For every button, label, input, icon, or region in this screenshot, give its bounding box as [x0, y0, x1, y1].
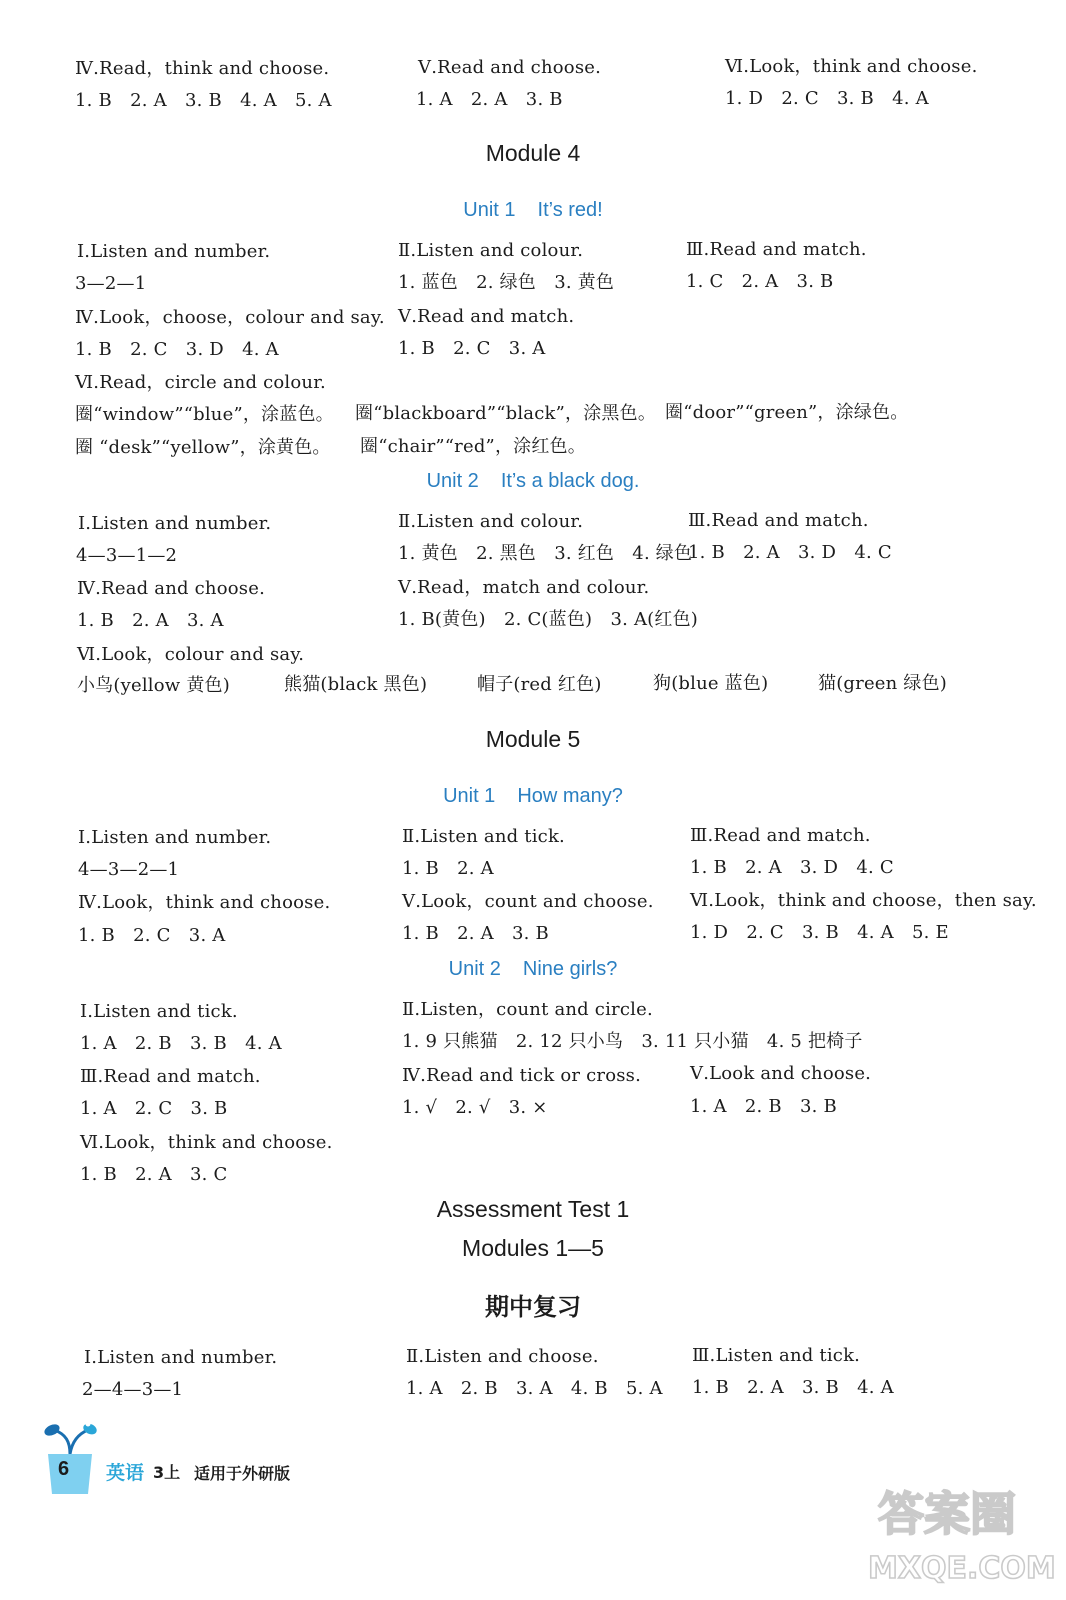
answer-line: 1. D 2. C 3. B 4. A	[725, 88, 929, 109]
answer-line: 1. B 2. A 3. B 4. A 5. A	[75, 90, 332, 111]
answer-line: 1. 9 只熊猫 2. 12 只小鸟 3. 11 只小猫 4. 5 把椅子	[402, 1031, 863, 1052]
section-heading: Ⅴ.Read and match.	[398, 306, 575, 327]
section-heading: Ⅵ.Look，think and choose.	[80, 1132, 333, 1153]
answer-line: 1. B 2. A 3. D 4. C	[690, 857, 894, 878]
unit-name: It’s a black dog.	[500, 470, 640, 492]
answer-line: 1. A 2. B 3. B	[690, 1096, 837, 1117]
answer-line: 帽子(red 红色)	[477, 674, 602, 695]
section-heading: Ⅳ.Look，choose，colour and say.	[75, 307, 385, 328]
module-title: Module 5	[485, 726, 581, 752]
section-heading: Ⅰ.Listen and number.	[77, 241, 271, 262]
edition-label: 适用于外研版	[194, 1464, 291, 1483]
watermark-logo-icon	[864, 1478, 1054, 1588]
answer-line: 1. B 2. A 3. B 4. A	[692, 1377, 894, 1398]
unit-name: It’s red!	[537, 199, 603, 221]
answer-line: 2—4—3—1	[82, 1379, 184, 1400]
section-heading: Ⅵ.Look，colour and say.	[77, 644, 305, 665]
section-heading: Ⅴ.Look and choose.	[690, 1063, 872, 1084]
answer-line: 1. B 2. C 3. A	[78, 925, 226, 946]
section-heading: Ⅵ.Look，think and choose，then say.	[690, 890, 1037, 911]
section-heading: Ⅰ.Listen and number.	[78, 827, 272, 848]
answer-line: 1. B 2. C 3. D 4. A	[75, 339, 279, 360]
answer-line: 1. B 2. A	[402, 858, 494, 879]
unit-name: Nine girls?	[522, 958, 618, 980]
subject-label: 英语	[106, 1462, 145, 1484]
answer-line: 1. B 2. A 3. A	[77, 610, 224, 631]
answer-line: 圈 “desk”“yellow”，涂黄色。	[75, 437, 331, 458]
unit-title	[0, 470, 1066, 493]
answer-line: 圈“door”“green”，涂绿色。	[665, 402, 909, 423]
unit-title	[0, 785, 1066, 808]
watermark-text: MXQE.COM	[868, 1551, 1054, 1586]
answer-line: 1. A 2. B 3. B 4. A	[80, 1033, 282, 1054]
answer-line: 圈“blackboard”“black”，涂黑色。	[355, 403, 657, 424]
section-heading: Ⅰ.Listen and tick.	[80, 1001, 238, 1022]
answer-line: 1. C 2. A 3. B	[686, 271, 834, 292]
answer-line: 圈“window”“blue”，涂蓝色。	[75, 404, 334, 425]
answer-line: 4—3—1—2	[76, 545, 178, 566]
assessment-heading-cn: 期中复习	[485, 1293, 581, 1321]
section-heading: Ⅵ.Read，circle and colour.	[75, 372, 326, 393]
answer-line: 1. B(黄色) 2. C(蓝色) 3. A(红色)	[398, 609, 699, 630]
unit-name: How many?	[517, 785, 623, 807]
answer-line: 狗(blue 蓝色)	[653, 673, 769, 694]
answer-line: 3—2—1	[75, 273, 147, 294]
answer-line: 小鸟(yellow 黄色)	[77, 675, 230, 696]
answer-line: 1. A 2. A 3. B	[416, 89, 563, 110]
unit-title	[0, 199, 1066, 222]
answer-line: 1. B 2. C 3. A	[398, 338, 546, 359]
watermark-logo-chars: 答案圈	[878, 1487, 1016, 1541]
answer-line: 1. A 2. C 3. B	[80, 1098, 228, 1119]
assessment-title: Assessment Test 1	[436, 1196, 630, 1222]
section-heading: Ⅱ.Listen，count and circle.	[402, 999, 653, 1020]
unit-label: Unit 2	[448, 958, 501, 980]
section-heading: Ⅳ.Read and tick or cross.	[402, 1065, 642, 1086]
answer-line: 4—3—2—1	[78, 859, 180, 880]
section-heading: Ⅲ.Read and match.	[688, 510, 869, 531]
section-heading: Ⅱ.Listen and choose.	[406, 1346, 599, 1367]
section-heading: Ⅲ.Listen and tick.	[692, 1345, 861, 1366]
sprout-pot-icon	[40, 1420, 104, 1500]
grade-label: 3上	[153, 1463, 181, 1482]
section-heading: Ⅴ.Look，count and choose.	[402, 891, 654, 912]
answer-line: 1. D 2. C 3. B 4. A 5. E	[690, 922, 949, 943]
answer-line: 1. B 2. A 3. C	[80, 1164, 228, 1185]
section-heading: Ⅲ.Read and match.	[690, 825, 871, 846]
unit-label: Unit 2	[426, 470, 479, 492]
section-heading: Ⅵ.Look，think and choose.	[725, 56, 978, 77]
section-heading: Ⅲ.Read and match.	[80, 1066, 261, 1087]
module-title: Module 4	[485, 140, 581, 166]
answer-line: 1. B 2. A 3. B	[402, 923, 549, 944]
unit-label: Unit 1	[463, 199, 516, 221]
section-heading: Ⅴ.Read and choose.	[418, 57, 602, 78]
answer-line: 圈“chair”“red”，涂红色。	[360, 436, 586, 457]
answer-line: 1. 蓝色 2. 绿色 3. 黄色	[398, 272, 615, 293]
section-heading: Ⅱ.Listen and colour.	[398, 240, 584, 261]
watermark	[864, 1478, 1054, 1588]
section-heading: Ⅳ.Read，think and choose.	[75, 58, 330, 79]
answer-line: 1. √ 2. √ 3. ×	[402, 1097, 548, 1118]
answer-line: 熊猫(black 黑色)	[284, 674, 428, 695]
unit-title	[0, 958, 1066, 981]
answer-line: 猫(green 绿色)	[818, 673, 947, 694]
section-heading: Ⅰ.Listen and number.	[84, 1347, 278, 1368]
section-heading: Ⅲ.Read and match.	[686, 239, 867, 260]
section-heading: Ⅱ.Listen and colour.	[398, 511, 584, 532]
answer-line: 1. B 2. A 3. D 4. C	[688, 542, 892, 563]
section-heading: Ⅳ.Read and choose.	[77, 578, 266, 599]
section-heading: Ⅴ.Read，match and colour.	[398, 577, 650, 598]
section-heading: Ⅱ.Listen and tick.	[402, 826, 565, 847]
unit-label: Unit 1	[443, 785, 496, 807]
answer-line: 1. 黄色 2. 黑色 3. 红色 4. 绿色	[398, 543, 693, 564]
section-heading: Ⅰ.Listen and number.	[78, 513, 272, 534]
assessment-subtitle: Modules 1—5	[462, 1235, 604, 1261]
page-number: 6	[58, 1458, 70, 1480]
page-footer	[40, 1420, 360, 1500]
answer-line: 1. A 2. B 3. A 4. B 5. A	[406, 1378, 663, 1399]
section-heading: Ⅳ.Look，think and choose.	[78, 892, 331, 913]
